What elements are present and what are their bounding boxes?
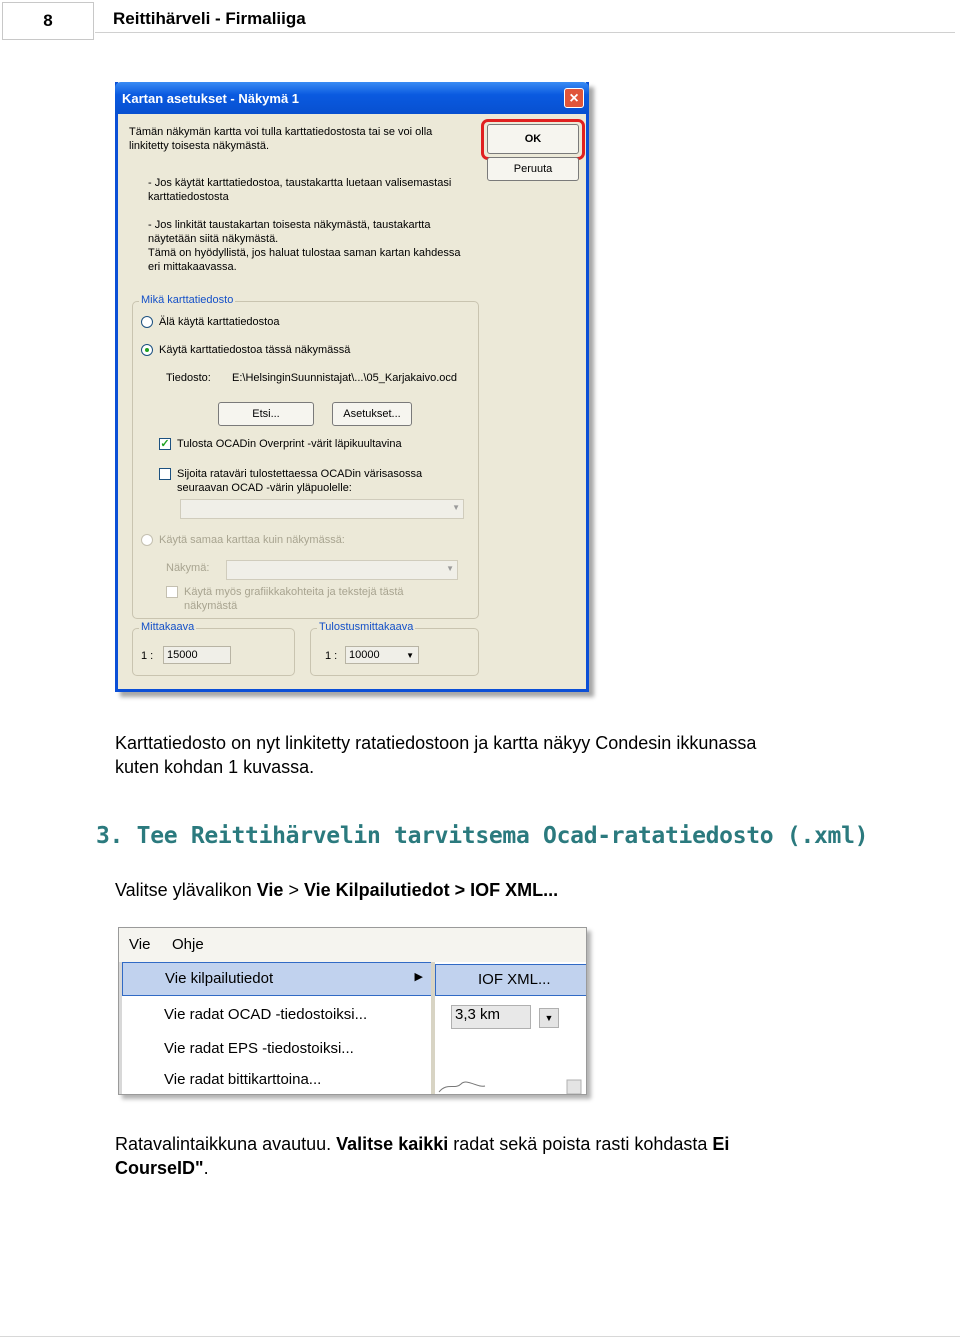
use-graphics-line-2: näkymästä <box>184 600 238 612</box>
radio-linked-view[interactable] <box>141 534 153 546</box>
paragraph-linked <box>115 731 756 779</box>
radio-no-mapfile-label: Älä käytä karttatiedostoa <box>159 316 280 328</box>
menu-item-export-eps[interactable]: Vie radat EPS -tiedostoiksi... <box>164 1040 354 1057</box>
file-path: E:\HelsinginSuunnistajat\...\05_Karjakaivo.ocd <box>232 372 458 384</box>
note-linked <box>148 218 460 274</box>
paragraph-linked-line-2: kuten kohdan 1 kuvassa. <box>115 757 315 777</box>
use-graphics-label <box>184 585 404 613</box>
scale-input[interactable]: 15000 <box>163 646 231 664</box>
menu-item-export-bitmap[interactable]: Vie radat bittikarttoina... <box>164 1071 322 1088</box>
menu-path-kilpailutiedot: Vie Kilpailutiedot <box>303 880 450 900</box>
intro-line-1: Tämän näkymän kartta voi tulla karttatiedostosta tai se voi olla <box>129 126 433 138</box>
menubar <box>119 928 586 962</box>
section-heading: 3. Tee Reittihärvelin tarvitsema Ocad-ratatiedosto (.xml) <box>96 823 869 849</box>
note1-line-1: - Jos käytät karttatiedostoa, taustakartta luetaan valisemastasi <box>148 177 452 189</box>
course-dialog-text-1: Ratavalintaikkuna avautuu. <box>115 1134 337 1154</box>
course-dialog-text-2: radat sekä poista rasti kohdasta <box>448 1134 713 1154</box>
close-icon[interactable]: × <box>564 88 584 108</box>
chevron-down-icon: ▼ <box>452 503 460 512</box>
document-title: Reittihärveli - Firmaliiga <box>113 9 306 28</box>
cancel-button[interactable]: Peruuta <box>487 157 579 181</box>
map-preview <box>437 1076 587 1095</box>
menu-path-iof-xml: IOF XML... <box>470 880 559 900</box>
print-scale-group-legend: Tulostusmittakaava <box>319 621 414 633</box>
chevron-down-icon[interactable]: ▼ <box>539 1008 559 1028</box>
view-select[interactable] <box>226 560 458 580</box>
overprint-checkbox[interactable]: ✓ <box>160 438 170 450</box>
use-graphics-checkbox[interactable] <box>166 586 178 598</box>
course-dialog-period: . <box>203 1158 209 1178</box>
print-scale-prefix: 1 : <box>325 650 338 662</box>
paragraph-course-dialog <box>115 1132 729 1180</box>
place-color-checkbox[interactable] <box>159 468 171 480</box>
menu-item-export-ocad[interactable]: Vie radat OCAD -tiedostoiksi... <box>164 1006 368 1023</box>
note2-line-1: - Jos linkität taustakartan toisesta näkymästä, taustakartta <box>148 219 431 231</box>
intro-line-2: linkitetty toisesta näkymästä. <box>129 140 270 152</box>
chevron-down-icon: ▼ <box>406 650 414 660</box>
chevron-down-icon: ▼ <box>446 564 454 573</box>
footer-divider <box>0 1336 960 1337</box>
page-number: 8 <box>2 2 94 40</box>
course-dialog-line-2 <box>115 1156 729 1180</box>
chevron-right-icon: ▶ <box>414 971 423 983</box>
course-dialog-ei: Ei <box>712 1134 730 1154</box>
note2-line-3: Tämä on hyödyllistä, jos haluat tulostaa saman kartan kahdessa <box>148 247 461 259</box>
overprint-label: Tulosta OCADin Overprint -värit läpikuultavina <box>177 438 402 450</box>
dialog-title: Kartan asetukset - Näkymä 1 <box>122 91 300 106</box>
radio-linked-view-label: Käytä samaa karttaa kuin näkymässä: <box>159 534 345 546</box>
course-dialog-line-1 <box>115 1132 729 1156</box>
mapfile-group <box>132 294 479 619</box>
settings-button[interactable]: Asetukset... <box>332 402 412 426</box>
menu-screenshot <box>118 927 587 1095</box>
file-label: Tiedosto: <box>166 372 211 384</box>
browse-button[interactable]: Etsi... <box>218 402 314 426</box>
view-label: Näkymä: <box>166 562 210 574</box>
intro-text <box>129 125 432 153</box>
scale-group-legend: Mittakaava <box>141 621 195 633</box>
map-settings-dialog <box>115 82 589 692</box>
print-scale-select[interactable] <box>345 646 419 664</box>
distance-field: 3,3 km <box>451 1005 531 1029</box>
course-dialog-select-all: Valitse kaikki <box>336 1134 449 1154</box>
print-scale-value: 10000 <box>349 649 380 661</box>
note1-line-2: karttatiedostosta <box>148 191 229 203</box>
course-dialog-courseid: CourseID" <box>115 1158 204 1178</box>
menu-path-arrow-2: > <box>449 880 471 900</box>
paragraph-linked-line-1: Karttatiedosto on nyt linkitetty ratatiedostoon ja kartta näkyy Condesin ikkunassa <box>115 733 757 753</box>
menu-path-arrow-1: > <box>283 880 304 900</box>
scale-group <box>132 621 295 676</box>
radio-no-mapfile[interactable] <box>141 316 153 328</box>
header-divider <box>95 32 955 33</box>
place-color-line-2: seuraavan OCAD -värin yläpuolelle: <box>177 482 352 494</box>
scale-prefix: 1 : <box>141 650 154 662</box>
note2-line-2: näytetään siitä näkymästä. <box>148 233 279 245</box>
radio-use-mapfile-label: Käytä karttatiedostoa tässä näkymässä <box>159 344 351 356</box>
mapfile-group-legend: Mikä karttatiedosto <box>141 294 234 306</box>
submenu-iof-xml-label: IOF XML... <box>478 971 551 988</box>
place-color-line-1: Sijoita rataväri tulostettaessa OCADin värisasossa <box>177 468 423 480</box>
menu-path-prefix: Valitse ylävalikon <box>115 880 257 900</box>
note-mapfile <box>148 176 451 204</box>
menu-item-export-competition-label: Vie kilpailutiedot <box>165 970 274 987</box>
ok-button[interactable]: OK <box>487 124 579 154</box>
submenu-iof-xml[interactable] <box>435 964 587 996</box>
use-graphics-line-1: Käytä myös grafiikkakohteita ja tekstejä tästä <box>184 586 404 598</box>
dialog-titlebar <box>115 82 589 114</box>
menu-path-vie: Vie <box>256 880 284 900</box>
place-color-label <box>177 467 422 495</box>
paragraph-menu-path <box>115 878 558 902</box>
note2-line-4: eri mittakaavassa. <box>148 261 237 273</box>
menu-item-export-competition[interactable] <box>122 962 432 996</box>
radio-use-mapfile[interactable] <box>141 344 153 356</box>
ocad-color-select[interactable] <box>180 499 464 519</box>
menu-ohje[interactable]: Ohje <box>172 936 204 953</box>
print-scale-group <box>310 621 479 676</box>
menu-vie[interactable]: Vie <box>129 936 151 953</box>
